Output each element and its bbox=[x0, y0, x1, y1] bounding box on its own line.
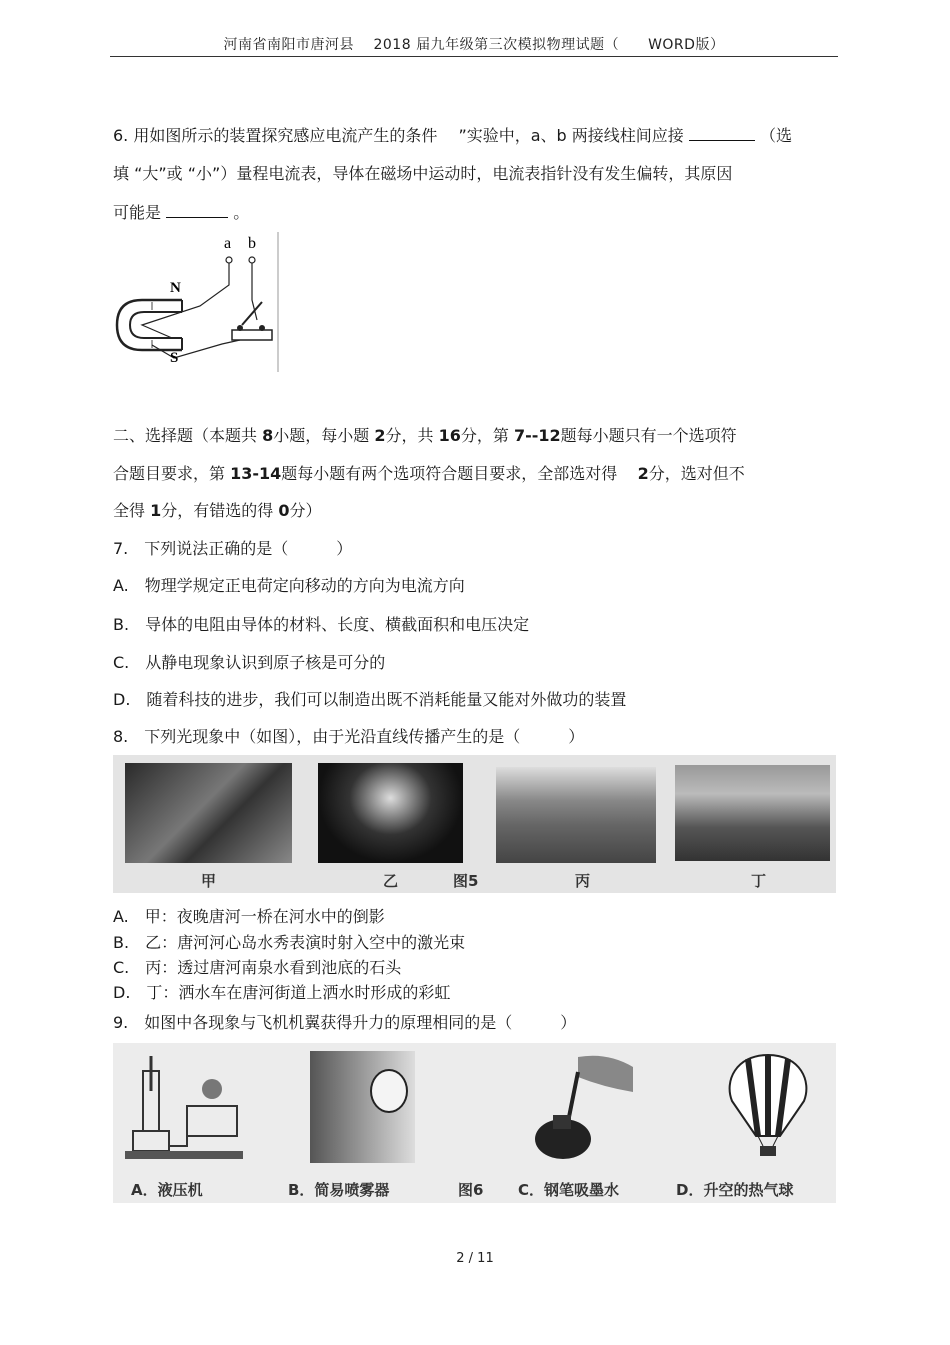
q8-caption-jia: 甲 bbox=[201, 872, 217, 890]
header-rule bbox=[110, 56, 838, 57]
q7-option-d: D. 随着科技的进步，我们可以制造出既不消耗能量又能对外做功的装置 bbox=[113, 690, 627, 709]
q9-caption-fig6: 图6 bbox=[458, 1181, 484, 1199]
s2-t1: 二、选择题（本题共 bbox=[113, 426, 258, 445]
q9-caption-d: D．升空的热气球 bbox=[676, 1181, 794, 1199]
q9-caption-b: B．简易喷雾器 bbox=[288, 1181, 390, 1199]
q8-caption-ding: 丁 bbox=[751, 872, 767, 890]
s2-range1: 7--12 bbox=[513, 426, 561, 445]
q6-text-3: 可能是 bbox=[113, 203, 162, 222]
s2-t4: 分，第 bbox=[460, 426, 509, 445]
q6-blank-2 bbox=[166, 201, 228, 218]
s2-t10: 分，有错选的得 bbox=[161, 501, 274, 520]
page-header: 河南省南阳市唐河县 2018 届九年级第三次模拟物理试题（ WORD版） bbox=[223, 37, 725, 53]
s2-t2: 小题，每小题 bbox=[273, 426, 370, 445]
q6-label-b: b bbox=[248, 235, 256, 252]
q9-hot-air-balloon-drawing bbox=[718, 1051, 818, 1166]
s2-wrong: 0 bbox=[278, 501, 290, 520]
s2-t7: 题每小题有两个选项符合题目要求，全部选对得 bbox=[281, 464, 618, 483]
s2-t8: 分，选对但不 bbox=[648, 464, 745, 483]
q8-option-b: B. 乙：唐河河心岛水秀表演时射入空中的激光束 bbox=[113, 933, 466, 952]
q6-label-a: a bbox=[224, 235, 232, 252]
q8-caption-fig5: 图5 bbox=[453, 872, 479, 890]
q9-boy-head-icon bbox=[370, 1069, 408, 1113]
s2-full: 2 bbox=[637, 464, 649, 483]
s2-total: 16 bbox=[438, 426, 461, 445]
q9-stem: 9. 如图中各现象与飞机机翼获得升力的原理相同的是（ ） bbox=[113, 1013, 577, 1032]
s2-t9: 全得 bbox=[113, 501, 146, 520]
section2-line-2 bbox=[113, 461, 745, 484]
q6-line-3 bbox=[113, 200, 249, 223]
q7-stem: 7. 下列说法正确的是（ ） bbox=[113, 539, 353, 558]
q6-text-1b: （选 bbox=[759, 126, 792, 145]
q8-option-a: A. 甲：夜晚唐河一桥在河水中的倒影 bbox=[113, 907, 385, 926]
q6-label-n: N bbox=[170, 280, 181, 296]
q9-sprayer-drawing bbox=[310, 1051, 415, 1163]
s2-t5: 题每小题只有一个选项符 bbox=[560, 426, 737, 445]
q6-line-2: 填 “大”或 “小”）量程电流表，导体在磁场中运动时，电流表指针没有发生偏转，其原因 bbox=[113, 164, 733, 183]
q6-label-s: S bbox=[170, 350, 179, 366]
q8-option-d: D. 丁：洒水车在唐河街道上洒水时形成的彩虹 bbox=[113, 983, 451, 1002]
section2-line-3 bbox=[113, 498, 322, 521]
q8-photo-yi bbox=[318, 763, 463, 863]
s2-nq: 8 bbox=[262, 426, 274, 445]
s2-range2: 13-14 bbox=[230, 464, 282, 483]
s2-t11: 分） bbox=[289, 501, 322, 520]
q7-option-a: A. 物理学规定正电荷定向移动的方向为电流方向 bbox=[113, 576, 465, 595]
s2-t6: 合题目要求，第 bbox=[113, 464, 226, 483]
q6-text-1: 6. 用如图所示的装置探究感应电流产生的条件 ”实验中，a、b 两接线柱间应接 bbox=[113, 126, 684, 145]
q6-line-1 bbox=[113, 123, 792, 146]
s2-t3: 分，共 bbox=[385, 426, 434, 445]
q9-figure-strip bbox=[113, 1043, 836, 1203]
section2-line-1 bbox=[113, 423, 737, 446]
q9-fountain-pen-drawing bbox=[518, 1047, 638, 1167]
q8-option-c: C. 丙：透过唐河南泉水看到池底的石头 bbox=[113, 958, 402, 977]
q7-option-c: C. 从静电现象认识到原子核是可分的 bbox=[113, 653, 386, 672]
q8-stem: 8. 下列光现象中（如图），由于光沿直线传播产生的是（ ） bbox=[113, 727, 585, 746]
q9-caption-a: A．液压机 bbox=[131, 1181, 203, 1199]
q6-text-3b: 。 bbox=[233, 203, 250, 222]
page-number: 2 / 11 bbox=[456, 1251, 494, 1266]
q8-photo-jia bbox=[125, 763, 292, 863]
q8-photo-ding bbox=[675, 765, 830, 861]
q6-induction-figure bbox=[112, 230, 282, 375]
q8-figure-strip bbox=[113, 755, 836, 893]
q7-option-b: B. 导体的电阻由导体的材料、长度、横截面积和电压决定 bbox=[113, 615, 530, 634]
q8-photo-bing bbox=[496, 767, 656, 863]
s2-score: 2 bbox=[374, 426, 386, 445]
q9-caption-c: C．钢笔吸墨水 bbox=[518, 1181, 620, 1199]
q8-caption-bing: 丙 bbox=[575, 872, 591, 890]
q8-caption-yi: 乙 bbox=[383, 872, 399, 890]
q6-blank-1 bbox=[689, 124, 755, 141]
s2-partial: 1 bbox=[150, 501, 162, 520]
q9-hydraulic-press-drawing bbox=[125, 1051, 245, 1166]
